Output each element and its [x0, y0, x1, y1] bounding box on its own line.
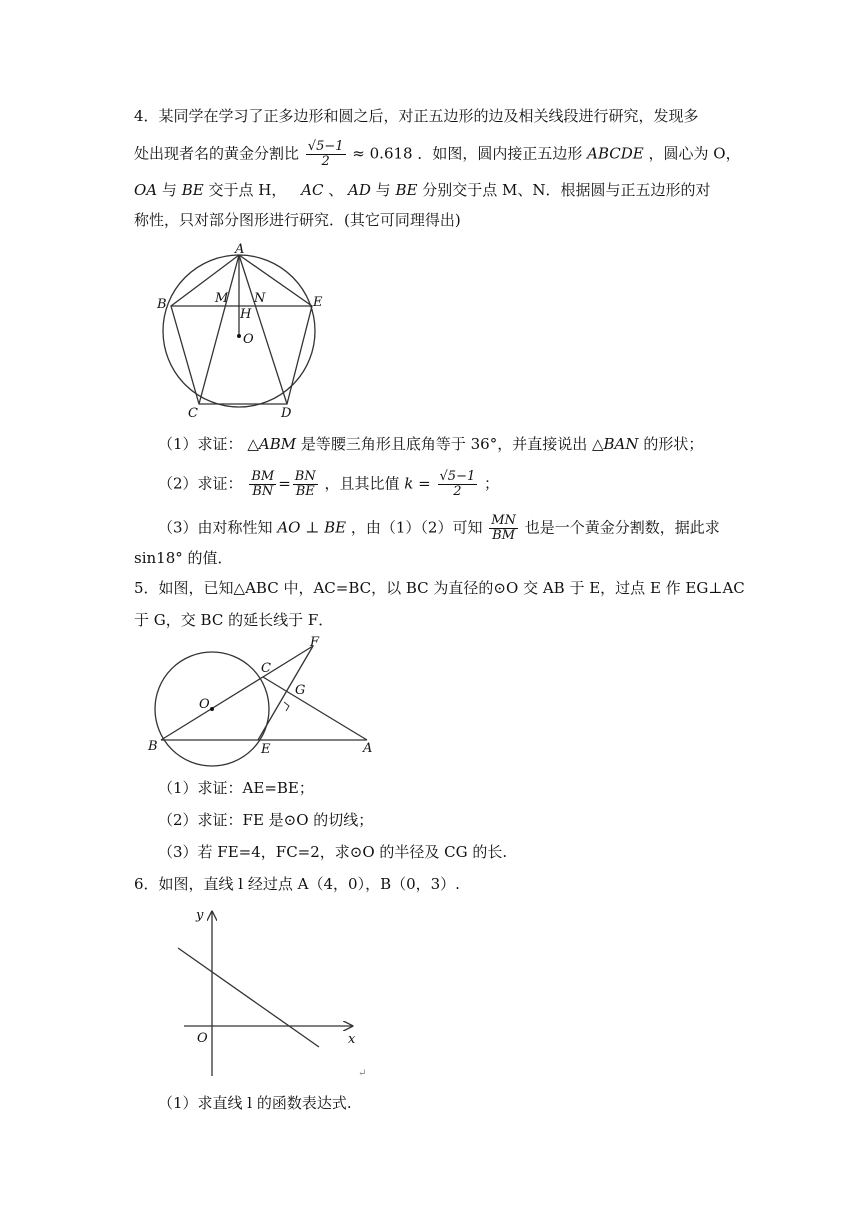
pentagon-name: ABCDE: [587, 144, 644, 163]
part-text: ，由（1）（2）可知: [350, 518, 483, 537]
right-angle-mark: [284, 702, 289, 711]
golden-ratio-fraction: [306, 140, 346, 169]
q5-line-2: 于 G，交 BC 的延长线于 F．: [134, 611, 334, 629]
label-x: x: [348, 1032, 356, 1047]
golden-value: ≈ 0.618: [352, 144, 413, 163]
return-mark: ↵: [358, 1068, 367, 1079]
segment-ca: [263, 677, 367, 740]
q5-line-1: 5．如图，已知△ABC 中，AC=BC，以 BC 为直径的⊙O 交 AB 于 E，过点 E 作 EG⊥AC: [134, 579, 745, 597]
coordinate-figure: [170, 906, 380, 1081]
q4-text: ．如图，圆内接正五边形: [417, 144, 583, 163]
triangle-ban: △BAN: [592, 435, 639, 453]
frac-num: BM: [251, 469, 275, 484]
word: 与: [161, 181, 177, 199]
q4-text: 处出现者名的黄金分割比: [134, 144, 300, 163]
q6-part-1: （1）求直线 l 的函数表达式.: [158, 1094, 352, 1112]
label-origin: O: [197, 1031, 208, 1046]
q4-part-1: [158, 434, 703, 454]
part-text: 是等腰三角形且底角等于 36°，并直接说出: [300, 435, 588, 453]
pentagon: [171, 255, 312, 404]
q4-line-1: 4．某同学在学习了正多边形和圆之后，对正五边形的边及相关线段进行研究，发现多: [134, 107, 699, 125]
label-a: A: [363, 741, 373, 756]
seg: BE: [395, 181, 418, 199]
seg: OA: [134, 181, 158, 199]
label-g: G: [295, 683, 306, 698]
q5-part-1: （1）求证：AE=BE；: [158, 779, 314, 797]
label-y: y: [196, 908, 204, 923]
part-text: ，且其比值: [324, 474, 400, 493]
q4-line-4: 称性，只对部分图形进行研究．(其它可同理得出): [134, 211, 461, 229]
frac-den: 2: [453, 484, 462, 499]
k-symbol: k =: [404, 474, 431, 493]
fraction-bn-be: [293, 470, 318, 499]
segment-ac: [199, 255, 239, 404]
part-label: （2）求证：: [158, 474, 243, 493]
equals: =: [278, 474, 291, 493]
fraction-k: [438, 470, 478, 499]
fraction-mn-bm: [489, 514, 518, 543]
seg: BE: [181, 181, 204, 199]
label-c: C: [188, 406, 198, 421]
q4-part-3: [158, 514, 720, 543]
label-d: D: [281, 406, 292, 421]
word: 与: [375, 181, 391, 199]
triangle-abm: △ABM: [247, 435, 297, 453]
word: 、: [328, 181, 344, 199]
q5-part-3: （3）若 FE=4，FC=2，求⊙O 的半径及 CG 的长.: [158, 843, 508, 861]
frac-num: BN: [294, 469, 316, 484]
frac-num: √5−1: [307, 139, 344, 154]
label-m: M: [215, 291, 229, 306]
frac-den: 2: [321, 154, 330, 169]
frac-den: BM: [492, 528, 516, 543]
label-f: F: [310, 635, 320, 650]
word: 交于点 H，: [208, 181, 287, 199]
label-e: E: [261, 742, 271, 757]
q4-line-2: [134, 140, 741, 169]
word: 分别交于点 M、N．根据圆与正五边形的对: [422, 181, 711, 199]
frac-num: √5−1: [439, 469, 476, 484]
part-text: 的形状；: [643, 435, 704, 453]
frac-den: BN: [252, 484, 274, 499]
q4-part-2: [158, 470, 499, 499]
q5-part-2: （2）求证：FE 是⊙O 的切线；: [158, 811, 374, 829]
q4-part-3-cont: sin18° 的值．: [134, 549, 233, 567]
part-label: （3）由对称性知: [158, 518, 273, 537]
seg: AC: [301, 181, 324, 199]
segment-ad: [239, 255, 287, 404]
fraction-bm-bn: [249, 470, 276, 499]
q4-line-3: [134, 180, 710, 200]
label-b: B: [157, 297, 167, 312]
perpendicular-relation: AO ⊥ BE: [277, 518, 347, 537]
label-n: N: [254, 291, 266, 306]
circle-triangle-figure: [145, 636, 385, 756]
part-text: ；: [484, 474, 500, 493]
part-text: 也是一个黄金分割数，据此求: [524, 518, 720, 537]
frac-den: BE: [295, 484, 315, 499]
part-label: （1）求证：: [158, 435, 243, 453]
frac-num: MN: [491, 513, 516, 528]
q6-line-1: 6．如图，直线 l 经过点 A（4，0），B（0，3）.: [134, 875, 460, 893]
label-h: H: [240, 307, 252, 322]
pentagon-figure: [150, 240, 340, 420]
q4-text: ，圆心为 O，: [648, 144, 741, 163]
center-o: [210, 707, 214, 711]
label-e: E: [313, 295, 323, 310]
center-point: [237, 334, 241, 338]
label-b: B: [148, 739, 158, 754]
seg: AD: [348, 181, 371, 199]
label-o: O: [243, 332, 254, 347]
label-o: O: [199, 697, 210, 712]
label-c: C: [261, 661, 271, 676]
label-a: A: [235, 242, 245, 257]
